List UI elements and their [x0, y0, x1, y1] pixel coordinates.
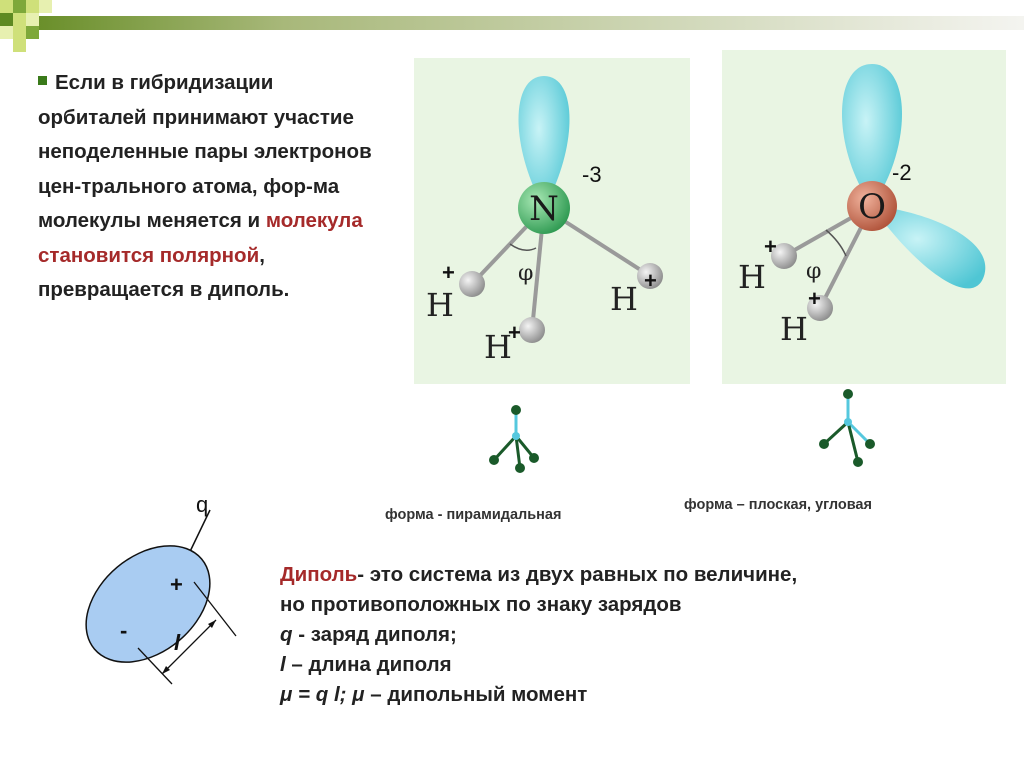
charge-label: -3: [582, 162, 602, 187]
h-label: H: [780, 310, 808, 348]
paragraph-highlight: молекула становится полярной: [38, 209, 363, 267]
plus-charge: +: [442, 260, 455, 285]
bullet-icon: [38, 76, 47, 85]
definition-line-2: но противоположных по знаку зарядов: [280, 593, 682, 616]
paragraph-text: Если в гибридизации орбиталей принимают участие неподеленные пары электронов цен-трального атома, фор-ма молекулы меняется и: [38, 71, 372, 232]
ammonia-molecule-panel: [414, 58, 690, 384]
dipole-diagram: [80, 488, 260, 688]
definition-text: - это система из двух равных по величине,: [357, 563, 798, 586]
definition-line-1: [280, 560, 1000, 590]
length-l-label: l: [174, 630, 181, 655]
charge-q-label: q: [196, 492, 209, 517]
paragraph-text-end: , превращается в диполь.: [38, 243, 290, 301]
water-molecule-diagram: [722, 50, 1006, 384]
dipole-definition: [280, 560, 1000, 710]
plus-charge: +: [508, 320, 521, 345]
definition-text: - заряд диполя;: [292, 623, 457, 646]
charge-label: -2: [892, 160, 912, 185]
plus-pole: +: [170, 572, 183, 597]
definition-text: – дипольный момент: [364, 683, 588, 706]
pyramidal-shape-icon: [484, 400, 548, 474]
dipole-moment-formula: μ = q l; μ: [280, 683, 365, 706]
dipole-ellipse: [80, 522, 232, 686]
symbol-l: l: [280, 653, 286, 676]
plus-charge: +: [808, 286, 821, 311]
plus-charge: +: [764, 234, 777, 259]
h-label: H: [610, 280, 638, 318]
hydrogen-atom: [519, 317, 545, 343]
h-label: H: [484, 328, 512, 366]
definition-line-3: [280, 620, 1000, 650]
angular-caption: форма – плоская, угловая: [684, 497, 872, 513]
definition-text: – длина диполя: [285, 653, 452, 676]
center-atom-label: N: [529, 189, 559, 229]
ammonia-molecule-diagram: [414, 58, 690, 384]
angle-label: φ: [806, 259, 822, 284]
definition-line-4: [280, 650, 1000, 680]
minus-pole: -: [120, 618, 128, 643]
symbol-q: q: [280, 623, 293, 646]
definition-line-5: [280, 680, 1000, 710]
pyramidal-caption: форма - пирамидальная: [385, 507, 562, 523]
hydrogen-atom: [459, 271, 485, 297]
h-label: H: [426, 286, 454, 324]
h-label: H: [738, 258, 766, 296]
center-atom-label: O: [858, 187, 886, 227]
angular-shape-icon: [814, 386, 880, 470]
intro-paragraph: [38, 66, 378, 308]
angle-label: φ: [518, 261, 534, 286]
water-molecule-panel: [722, 50, 1006, 384]
definition-term: Диполь: [280, 563, 358, 586]
plus-charge: +: [644, 268, 657, 293]
